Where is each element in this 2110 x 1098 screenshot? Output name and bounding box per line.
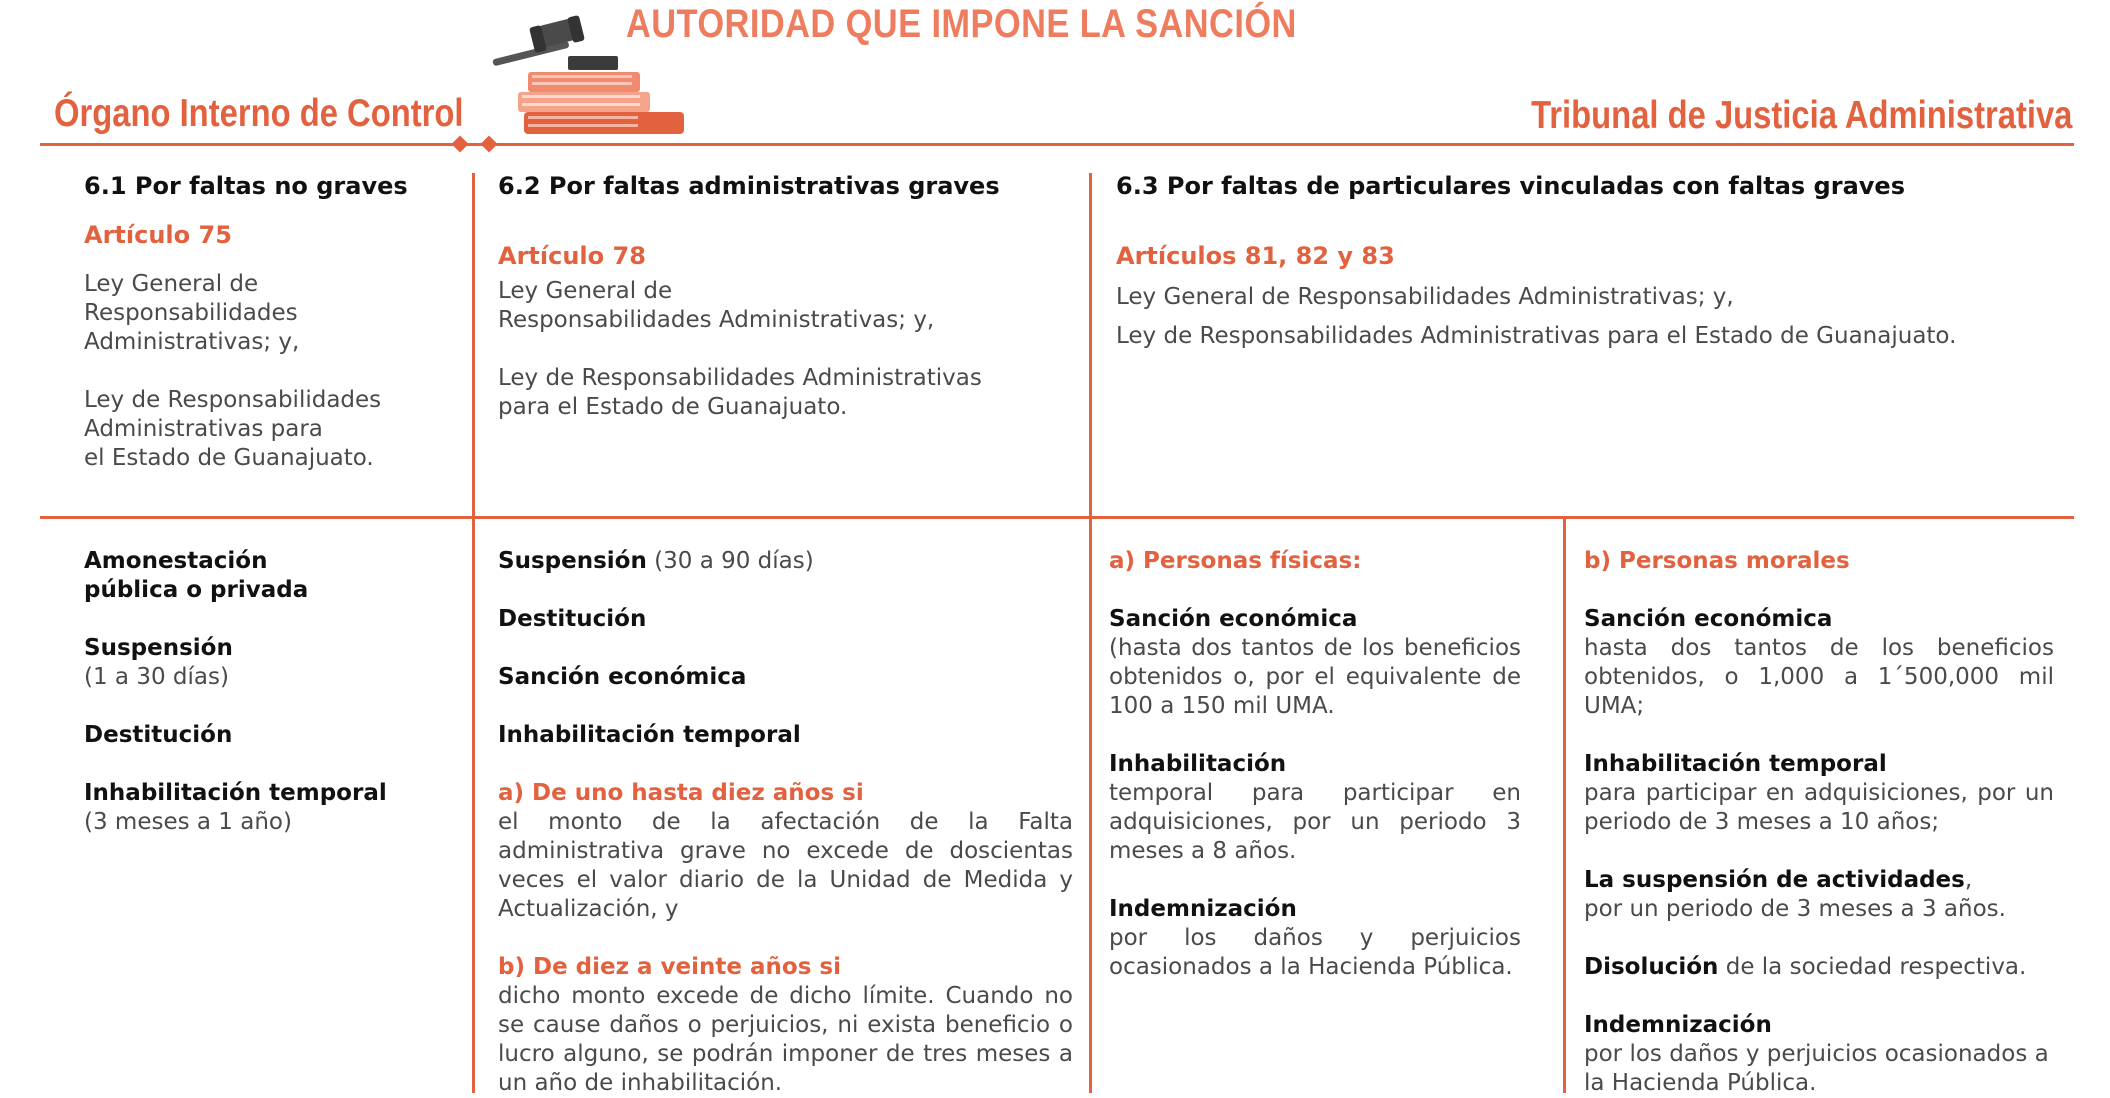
header-divider: [40, 143, 2074, 146]
fisicas-sancion-economica: Sanción económica: [1109, 606, 1358, 632]
col3-law1: Ley General de Responsabilidades Administrativas; y,: [1116, 284, 1734, 310]
col2-law1-line1: Ley General de: [498, 278, 673, 304]
col3-heading: 6.3 Por faltas de particulares vinculadas con faltas graves: [1116, 172, 1905, 200]
sanction-destitucion: Destitución: [84, 722, 233, 748]
column-divider: [1089, 173, 1092, 1093]
sanction-economica: Sanción económica: [498, 664, 747, 690]
col3-top: [1116, 172, 2056, 351]
morales-inhabilitacion: Inhabilitación temporal: [1584, 751, 1887, 777]
sanction-suspension-line: [498, 547, 1073, 576]
fisicas-title: a) Personas físicas:: [1109, 548, 1362, 574]
divider-diamond: [452, 136, 469, 153]
column-divider: [472, 173, 475, 1093]
col2-sanctions: [498, 547, 1073, 1098]
morales-disolucion: Disolución: [1584, 954, 1719, 980]
fisicas-indemnizacion: Indemnización: [1109, 896, 1297, 922]
fisicas-inhabilitacion-text: temporal para participar en adquisiciones, por un periodo 3 meses a 8 años.: [1109, 780, 1521, 864]
morales-suspension-line: [1584, 866, 2054, 895]
col1-law1-line2: Responsabilidades: [84, 300, 298, 326]
row-divider: [40, 516, 2074, 519]
left-authority-label: Órgano Interno de Control: [54, 92, 464, 135]
col1-law1-line3: Administrativas; y,: [84, 329, 300, 355]
morales-inhabilitacion-text: para participar en adquisiciones, por un periodo de 3 meses a 10 años;: [1584, 780, 2054, 835]
col2-law2-line2: para el Estado de Guanajuato.: [498, 394, 848, 420]
col2-article: Artículo 78: [498, 242, 646, 270]
sanction-inhabilitacion-detail: (3 meses a 1 año): [84, 809, 292, 835]
col2-heading: 6.2 Por faltas administrativas graves: [498, 172, 1000, 200]
morales-suspension-comma: ,: [1964, 867, 1973, 893]
col1-top: [84, 172, 454, 473]
morales-disolucion-line: [1584, 953, 2054, 982]
sanction-amonestacion-line1: Amonestación: [84, 548, 268, 574]
col1-law2-line2: Administrativas para: [84, 416, 323, 442]
morales-sancion-economica: Sanción económica: [1584, 606, 1833, 632]
morales-indemnizacion: Indemnización: [1584, 1012, 1772, 1038]
morales-sancion-economica-text: hasta dos tantos de los beneficios obtenidos, o 1,000 a 1´500,000 mil UMA;: [1584, 635, 2054, 719]
col2-top: [498, 172, 1078, 422]
col1-law2-line3: el Estado de Guanajuato.: [84, 445, 374, 471]
right-authority-label: Tribunal de Justicia Administrativa: [1530, 94, 2072, 137]
morales-title: b) Personas morales: [1584, 548, 1850, 574]
case-a-title: a) De uno hasta diez años si: [498, 780, 864, 806]
col1-heading: 6.1 Por faltas no graves: [84, 172, 408, 200]
morales-disolucion-text: de la sociedad respectiva.: [1718, 954, 2027, 980]
morales-suspension-text: por un periodo de 3 meses a 3 años.: [1584, 896, 2006, 922]
col1-article: Artículo 75: [84, 221, 232, 249]
col3-article: Artículos 81, 82 y 83: [1116, 242, 1395, 270]
sanction-suspension-detail: (30 a 90 días): [646, 548, 814, 574]
case-a-text: el monto de la afectación de la Falta administrativa grave no excede de doscientas veces el valor diario de la Unidad de Medida y Actualización, y: [498, 809, 1073, 922]
fisicas-indemnizacion-text: por los daños y perjuicios ocasionados a la Hacienda Pública.: [1109, 925, 1521, 980]
page-title: AUTORIDAD QUE IMPONE LA SANCIÓN: [626, 2, 1297, 46]
sanction-destitucion: Destitución: [498, 606, 647, 632]
sanction-suspension: Suspensión: [498, 548, 647, 574]
sanction-amonestacion-line2: pública o privada: [84, 577, 309, 603]
col2-law2-line1: Ley de Responsabilidades Administrativas: [498, 365, 982, 391]
col2-law1-line2: Responsabilidades Administrativas; y,: [498, 307, 935, 333]
column-divider: [1563, 518, 1566, 1093]
sanction-suspension-detail: (1 a 30 días): [84, 664, 229, 690]
case-b-title: b) De diez a veinte años si: [498, 954, 841, 980]
col3-law2: Ley de Responsabilidades Administrativas para el Estado de Guanajuato.: [1116, 323, 1957, 349]
fisicas-sancion-economica-text: (hasta dos tantos de los beneficios obtenidos o, por el equivalente de 100 a 150 mil UMA.: [1109, 635, 1521, 719]
fisicas-sanctions: [1109, 547, 1521, 982]
morales-suspension: La suspensión de actividades: [1584, 867, 1965, 893]
fisicas-inhabilitacion: Inhabilitación: [1109, 751, 1287, 777]
col1-sanctions: [84, 547, 454, 837]
sanction-suspension: Suspensión: [84, 635, 233, 661]
case-b-text: dicho monto excede de dicho límite. Cuando no se cause daños o perjuicios, ni exista beneficio o lucro alguno, se podrán imponer de tres meses a un año de inhabilitación.: [498, 983, 1073, 1096]
morales-sanctions: [1584, 547, 2054, 1098]
col1-law2-line1: Ley de Responsabilidades: [84, 387, 382, 413]
sanction-inhabilitacion: Inhabilitación temporal: [84, 780, 387, 806]
morales-indemnizacion-text: por los daños y perjuicios ocasionados a la Hacienda Pública.: [1584, 1041, 2049, 1096]
sanction-inhabilitacion: Inhabilitación temporal: [498, 722, 801, 748]
col1-law1-line1: Ley General de: [84, 271, 259, 297]
